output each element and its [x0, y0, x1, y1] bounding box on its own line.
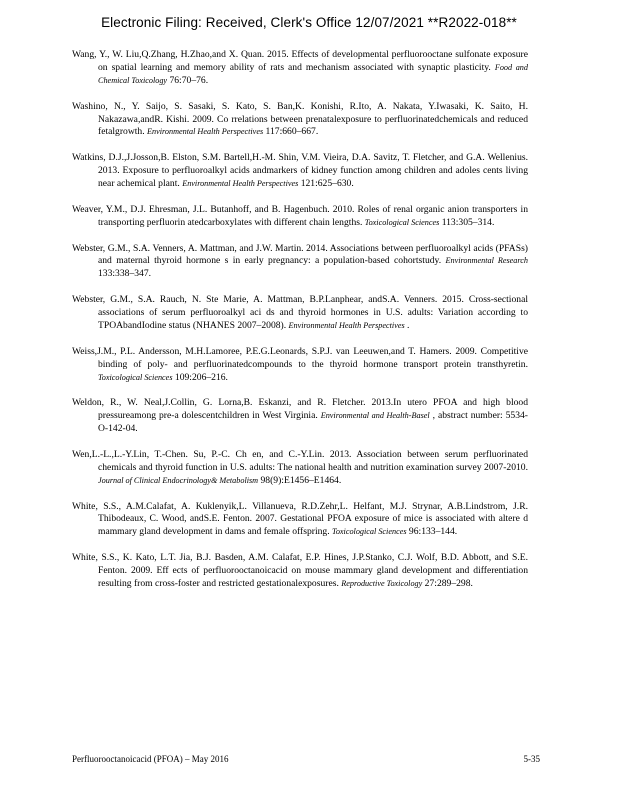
reference-citation: 98(9):E1456–E1464.: [258, 474, 342, 486]
reference-text: White, S.S., K. Kato, L.T. Jia, B.J. Basden, A.M. Calafat, E.P. Hines, J.P.Stanko, C.J. Wolf, B.D. Abbott, and S.E. Fenton. 2009. Eff ects of perfluorooctanoicacid on mouse mammary gland development and differentiation resulting from cross-foster and restricted gestationalexposures.: [72, 552, 528, 589]
journal-name: Food and Chemical Toxicology: [98, 62, 528, 85]
page-number: 5-35: [523, 754, 540, 764]
journal-name: Toxicological Sciences: [364, 217, 440, 227]
reference-citation: 96:133–144.: [406, 526, 458, 538]
reference-entry: [72, 552, 528, 591]
reference-text: Webster, G.M., S.A. Rauch, N. Ste Marie, A. Mattman, B.P.Lanphear, andS.A. Venners. 2015. Cross-sectional associations of serum perfluoroalkyl aci ds and thyroid hormones in U.S. adults: Variation according to TPOAbandIodine status (NHANES 2007–2008).: [72, 294, 528, 331]
journal-name: Journal of Clinical Endocrinology& Metabolism: [98, 475, 259, 485]
journal-name: Toxicological Sciences: [332, 527, 407, 537]
reference-text: White, S.S., A.M.Calafat, A. Kuklenyik,L. Villanueva, R.D.Zehr,L. Helfant, M.J. Strynar, A.B.Lindstrom, J.R. Thibodeaux, C. Wood, andS.E. Fenton. 2007. Gestational PFOA exposure of mice is associated with altere d mammary gland development in dams and female offspring.: [72, 500, 528, 538]
reference-citation: , abstract number: 5534-O-142-04.: [98, 410, 528, 435]
reference-citation: 76:70–76.: [167, 74, 209, 86]
reference-text: Weiss,J.M., P.L. Andersson, M.H.Lamoree, P.E.G.Leonards, S.P.J. van Leeuwen,and T. Hamers. 2009. Competitive binding of poly- and perfluorinatedcompounds to the thyroid hormone transport protein transthyretin.: [72, 345, 528, 370]
reference-entry: [72, 449, 528, 488]
reference-citation: 109:206–216.: [172, 371, 228, 383]
reference-text: Wen,L.-L.,L.-Y.Lin, T.-Chen. Su, P.-C. Ch en, and C.-Y.Lin. 2013. Association between serum perfluorinated chemicals and thyroid function in U.S. adults: The national health and nutrition examination survey 2007-2010.: [72, 448, 528, 473]
reference-citation: 117:660–667.: [263, 126, 319, 138]
reference-entry: [72, 49, 528, 88]
reference-text: Wang, Y., W. Liu,Q.Zhang, H.Zhao,and X. Quan. 2015. Effects of developmental perfluorooctane sulfonate exposure on spatial learning and memory ability of rats and mechanism associated with synaptic plasticity.: [72, 49, 528, 73]
journal-name: Environmental Health Perspectives: [147, 127, 264, 137]
reference-citation: .: [404, 319, 410, 331]
footer-document-title: Perfluorooctanoicacid (PFOA) – May 2016: [72, 754, 229, 764]
reference-list: [72, 49, 528, 604]
reference-citation: 121:625–630.: [298, 178, 354, 190]
reference-entry: [72, 243, 528, 282]
reference-entry: [72, 101, 528, 140]
reference-entry: [72, 397, 528, 436]
reference-text: Washino, N., Y. Saijo, S. Sasaki, S. Kato, S. Ban,K. Konishi, R.Ito, A. Nakata, Y.Iwasaki, K. Saito, H. Nakazawa,andR. Kishi. 2009. Co rrelations between prenatalexposure to perfluorinatedchemicals and reduced fetalgrowth.: [72, 100, 528, 138]
reference-entry: [72, 501, 528, 540]
journal-name: Environmental Health Perspectives: [182, 179, 299, 189]
journal-name: Reproductive Toxicology: [341, 579, 423, 588]
reference-text: Weaver, Y.M., D.J. Ehresman, J.L. Butanhoff, and B. Hagenbuch. 2010. Roles of renal organic anion transporters in transporting perfluorin atedcarboxylates with different chain lengths.: [72, 203, 528, 228]
reference-citation: 133:338–347.: [98, 268, 152, 280]
reference-citation: 113:305–314.: [439, 216, 495, 228]
journal-name: Environmental Research: [445, 256, 528, 266]
filing-stamp: Electronic Filing: Received, Clerk's Office 12/07/2021 **R2022-018**: [101, 15, 517, 30]
reference-entry: [72, 346, 528, 385]
reference-text: Watkins, D.J.,J.Josson,B. Elston, S.M. Bartell,H.-M. Shin, V.M. Vieira, D.A. Savitz, T. Fletcher, and G.A. Wellenius. 2013. Exposure to perfluoroalkyl acids andmarkers of kidney function among children and adoles cents living near achemical plant.: [72, 152, 528, 190]
reference-entry: [72, 294, 528, 333]
journal-name: Toxicological Sciences: [98, 372, 173, 382]
reference-entry: [72, 152, 528, 191]
reference-entry: [72, 204, 528, 230]
journal-name: Environmental Health Perspectives: [288, 320, 405, 330]
reference-citation: 27:289–298.: [422, 578, 473, 589]
journal-name: Environmental and Health-Basel: [320, 411, 430, 421]
reference-text: Webster, G.M., S.A. Venners, A. Mattman, and J.W. Martin. 2014. Associations between perfluoroalkyl acids (PFASs) and maternal thyroid hormone s in early pregnancy: a population-based cohortstudy.: [72, 242, 528, 267]
reference-text: Weldon, R., W. Neal,J.Collin, G. Lorna,B. Eskanzi, and R. Fletcher. 2013.In utero PFOA and high blood pressureamong pre-a dolescentchildren in West Virginia.: [72, 397, 528, 422]
